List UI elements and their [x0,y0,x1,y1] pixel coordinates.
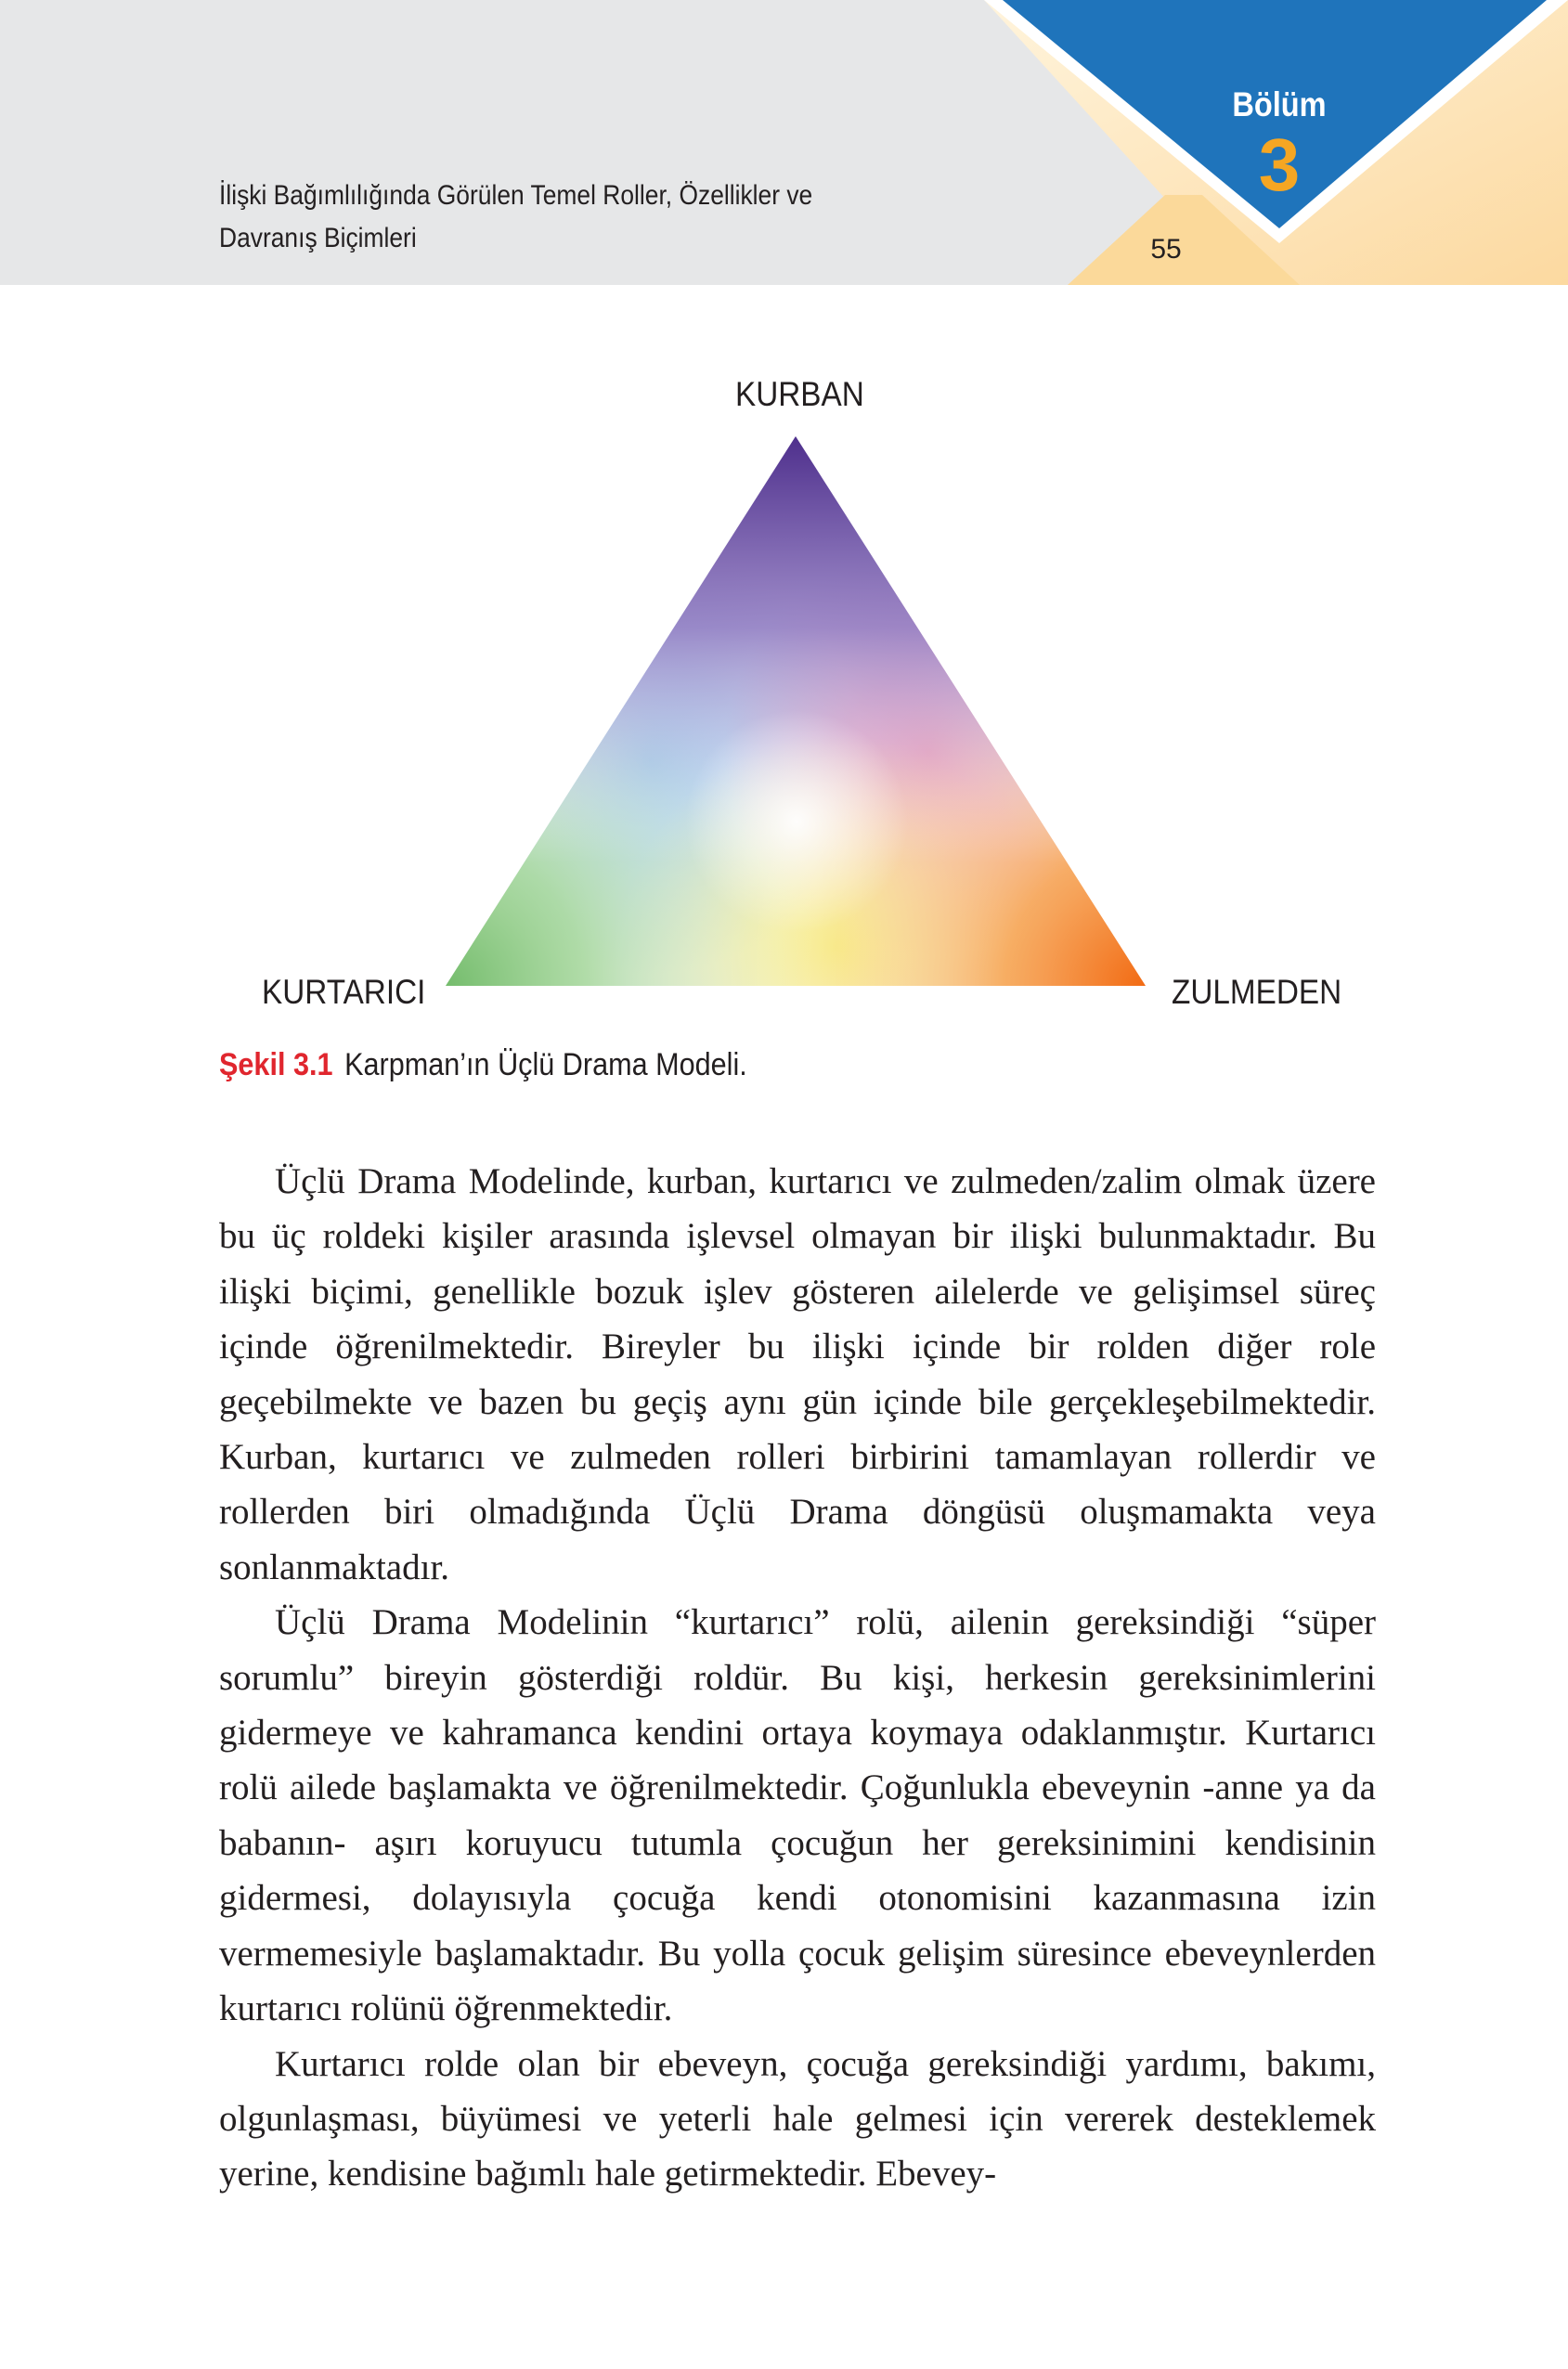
label-kurban: KURBAN [735,375,864,413]
body-text [219,1154,1376,2202]
running-title-line-2: Davranış Biçimleri [219,223,417,253]
page-number: 55 [1150,234,1182,265]
figure-caption-text: Karpman’ın Üçlü Drama Modeli. [344,1047,747,1082]
running-title-line-1: İlişki Bağımlılığında Görülen Temel Roller, Özellikler ve [219,180,813,211]
label-kurtarici: KURTARICI [262,973,426,1011]
triangle-fill [408,427,1179,1003]
chapter-word: Bölüm [1232,85,1327,123]
paragraph: Üçlü Drama Modelinde, kurban, kurtarıcı ve zulmeden/zalim olmak üzere bu üç roldeki kişiler arasında işlevsel olmayan bir ilişki bulunmaktadır. Bu ilişki biçimi, genellikle bozuk işlev gösteren ailelerde ve gelişimsel süreç içinde öğrenilmektedir. Bireyler bu ilişki içinde bir rolden diğer role geçebilmekte ve bazen bu geçiş aynı gün içinde bile gerçekleşebilmektedir. Kurban, kurtarıcı ve zulmeden rolleri birbirini tamamlayan rollerdir ve rollerden biri olmadığında Üçlü Drama döngüsü oluşmamakta veya sonlanmaktadır. [219,1161,1376,1587]
label-zulmeden: ZULMEDEN [1172,973,1342,1011]
paragraph: Kurtarıcı rolde olan bir ebeveyn, çocuğa gereksindiği yardımı, bakımı, olgunlaşması, büyümesi ve yeterli hale gelmesi için vererek desteklemek yerine, kendisine bağımlı hale getirmektedir. Ebevey- [219,2043,1376,2194]
figure-caption [219,1047,747,1083]
page-header [0,0,1568,285]
paragraph: Üçlü Drama Modelinin “kurtarıcı” rolü, ailenin gereksindiği “süper sorumlu” bireyin gösterdiği roldür. Bu kişi, herkesin gereksinimlerini gidermeye ve kahramanca kendini ortaya koymaya odaklanmıştır. Kurtarıcı rolü ailede başlamakta ve öğrenilmektedir. Çoğunlukla ebeveynin -anne ya da babanın- aşırı koruyucu tutumla çocuğun her gereksinimini kendisinin gidermesi, dolayısıyla çocuğa kendi otonomisini kazanmasına izin vermemesiyle başlamaktadır. Bu yolla çocuk gelişim süresince ebeveynlerden kurtarıcı rolünü öğrenmektedir. [219,1602,1376,2029]
chapter-number: 3 [1258,123,1301,206]
figure-caption-label: Şekil 3.1 [219,1047,333,1082]
figure [0,353,1568,1095]
running-title [219,175,954,260]
